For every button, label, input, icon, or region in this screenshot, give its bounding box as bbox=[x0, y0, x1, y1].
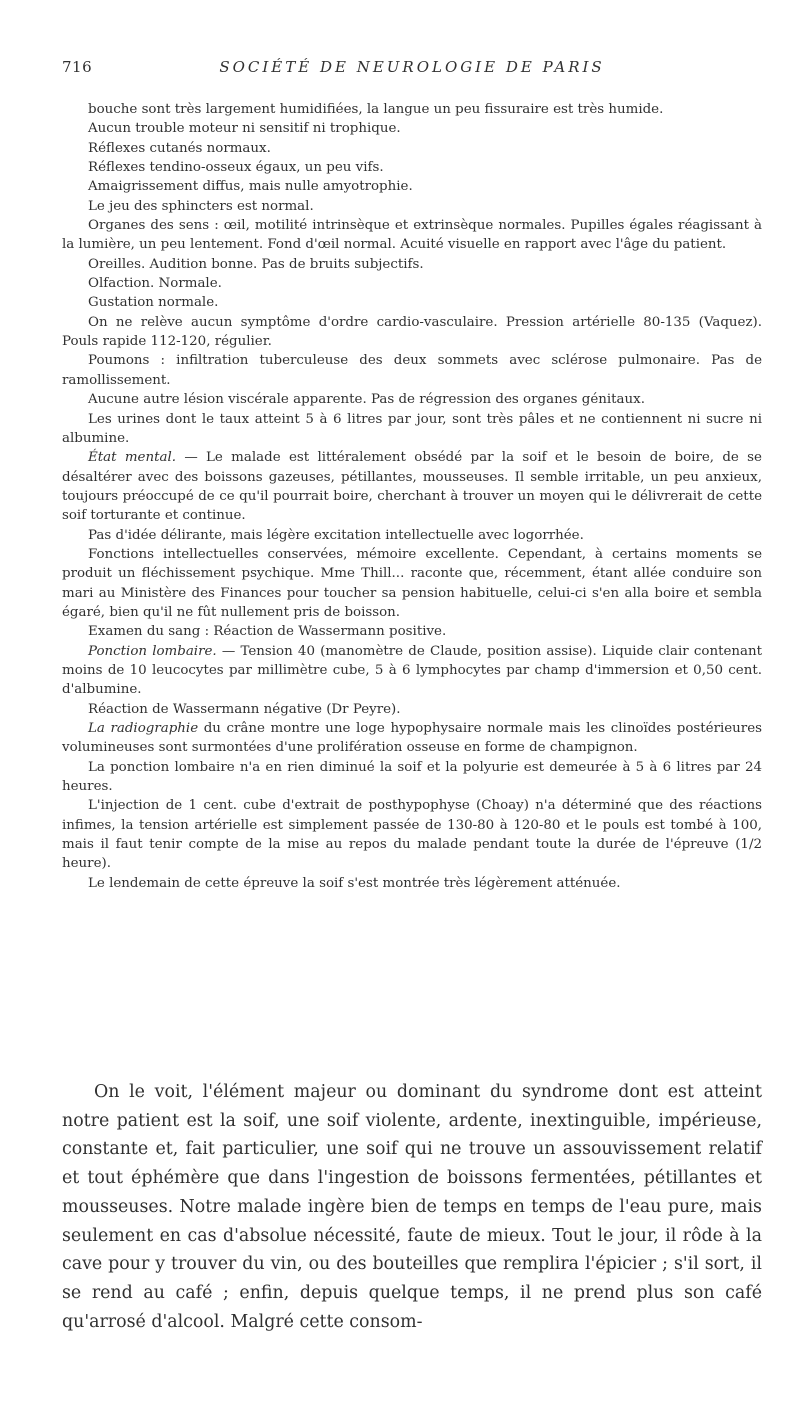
paragraph-text: Le lendemain de cette épreuve la soif s'est montrée très légèrement atténuée. bbox=[88, 875, 621, 891]
journal-title: SOCIÉTÉ DE NEUROLOGIE DE PARIS bbox=[219, 58, 605, 76]
small-paragraph bbox=[62, 177, 762, 196]
small-paragraph bbox=[62, 622, 762, 641]
small-paragraph bbox=[62, 274, 762, 293]
paragraph-text: Amaigrissement diffus, mais nulle amyotrophie. bbox=[88, 179, 413, 195]
small-paragraph bbox=[62, 796, 762, 873]
paragraph-text: Réaction de Wassermann négative (Dr Peyre). bbox=[88, 701, 401, 717]
paragraph-text: Examen du sang : Réaction de Wassermann positive. bbox=[88, 624, 447, 640]
paragraph-text: Olfaction. Normale. bbox=[88, 276, 222, 292]
paragraph-text: Aucun trouble moteur ni sensitif ni trophique. bbox=[88, 121, 401, 137]
paragraph-text: Fonctions intellectuelles conservées, mémoire excellente. Cependant, à certains moments se produit un fléchissement psychique. Mme Thill... raconte que, récemment, étant allée conduire son mari au Ministère des Finances pour toucher sa pension habituelle, celui-ci s'en alla boire et sembla égaré, bien qu'il ne fût nullement pris de boisson. bbox=[62, 546, 762, 620]
small-paragraph bbox=[62, 313, 762, 352]
paragraph-text: du crâne montre une loge hypophysaire normale mais les clinoïdes postérieures volumineuses sont surmontées d'une prolifération osseuse en forme de champignon. bbox=[62, 721, 762, 756]
paragraph-text: Réflexes cutanés normaux. bbox=[88, 140, 271, 156]
paragraph-text: bouche sont très largement humidifiées, la langue un peu fissuraire est très humide. bbox=[88, 102, 664, 117]
paragraph-text: Pas d'idée délirante, mais légère excitation intellectuelle avec logorrhée. bbox=[88, 527, 584, 543]
main-text-section bbox=[62, 1078, 762, 1336]
paragraph-text: Poumons : infiltration tuberculeuse des deux sommets avec sclérose pulmonaire. Pas de ramollissement. bbox=[62, 353, 762, 388]
paragraph-text: On le voit, l'élément majeur ou dominant du syndrome dont est atteint notre patient est la soif, une soif violente, ardente, inextinguible, impérieuse, constante et, fait particulier, une soif qui ne trouve un assouvissement relatif et tout éphémère que dans l'ingestion de boissons fermentées, pétillantes et mousseuses. Notre malade ingère bien de temps en temps de l'eau pure, mais seulement en cas d'absolue nécessité, faute de mieux. Tout le jour, il rôde à la cave pour y trouver du vin, ou des bouteilles que remplira l'épicier ; s'il sort, il se rend au café ; enfin, depuis quelque temps, il ne prend plus son café qu'arrosé d'alcool. Malgré cette consom- bbox=[62, 1082, 762, 1332]
paragraph-lead: Ponction lombaire. bbox=[88, 643, 217, 659]
running-head bbox=[62, 58, 762, 80]
paragraph-lead: État mental. bbox=[88, 450, 176, 466]
paragraph-lead: La radiographie bbox=[88, 721, 199, 736]
small-paragraph bbox=[62, 545, 762, 622]
paragraph-text: Oreilles. Audition bonne. Pas de bruits subjectifs. bbox=[88, 256, 424, 272]
small-paragraph bbox=[62, 197, 762, 216]
small-paragraph bbox=[62, 390, 762, 409]
paragraph-text: L'injection de 1 cent. cube d'extrait de posthypophyse (Choay) n'a déterminé que des réactions infimes, la tension artérielle est simplement passée de 130-80 à 120-80 et le pouls est tombé à 100, mais il faut tenir compte de la mise au repos du malade pendant toute la durée de l'épreuve (1/2 heure). bbox=[62, 798, 762, 872]
paragraph-text: — Le malade est littéralement obsédé par la soif et le besoin de boire, de se désaltérer avec des boissons gazeuses, pétillantes, mousseuses. Il semble irritable, un peu anxieux, toujours préoccupé de ce qu'il pourrait boire, cherchant à trouver un moyen qui le délivrerait de cette soif torturante et continue. bbox=[62, 450, 762, 524]
small-paragraph bbox=[62, 216, 762, 255]
paragraph-text: On ne relève aucun symptôme d'ordre cardio-vasculaire. Pression artérielle 80-135 (Vaquez). Pouls rapide 112-120, régulier. bbox=[62, 314, 762, 350]
small-paragraph bbox=[62, 100, 762, 119]
small-paragraph bbox=[62, 526, 762, 545]
main-paragraph bbox=[62, 1078, 762, 1336]
small-paragraph bbox=[62, 139, 762, 158]
small-paragraph bbox=[62, 255, 762, 274]
small-paragraph bbox=[62, 642, 762, 700]
small-paragraph bbox=[62, 700, 762, 719]
small-paragraph bbox=[62, 758, 762, 797]
paragraph-text: — Tension 40 (manomètre de Claude, position assise). Liquide clair contenant moins de 10 leucocytes par millimètre cube, 5 à 6 lymphocytes par champ d'immersion et 0,50 cent. d'albumine. bbox=[62, 643, 762, 698]
small-paragraph bbox=[62, 293, 762, 312]
paragraph-text: Le jeu des sphincters est normal. bbox=[88, 198, 314, 214]
small-paragraph bbox=[62, 719, 762, 758]
paragraph-text: Gustation normale. bbox=[88, 295, 219, 311]
paragraph-text: Organes des sens : œil, motilité intrinsèque et extrinsèque normales. Pupilles égales réagissant à la lumière, un peu lentement. Fond d'œil normal. Acuité visuelle en rapport avec l'âge du patient. bbox=[62, 218, 762, 253]
paragraph-text: Les urines dont le taux atteint 5 à 6 litres par jour, sont très pâles et ne contiennent ni sucre ni albumine. bbox=[62, 411, 762, 446]
small-paragraph bbox=[62, 119, 762, 138]
small-paragraph bbox=[62, 410, 762, 449]
small-paragraph bbox=[62, 351, 762, 390]
small-paragraph bbox=[62, 874, 762, 893]
small-paragraph bbox=[62, 448, 762, 525]
small-paragraph bbox=[62, 158, 762, 177]
paragraph-text: Réflexes tendino-osseux égaux, un peu vifs. bbox=[88, 160, 384, 176]
small-print-section bbox=[62, 100, 762, 893]
paragraph-text: Aucune autre lésion viscérale apparente. Pas de régression des organes génitaux. bbox=[88, 392, 645, 408]
page-number: 716 bbox=[62, 58, 93, 76]
paragraph-text: La ponction lombaire n'a en rien diminué la soif et la polyurie est demeurée à 5 à 6 litres par 24 heures. bbox=[62, 759, 762, 795]
